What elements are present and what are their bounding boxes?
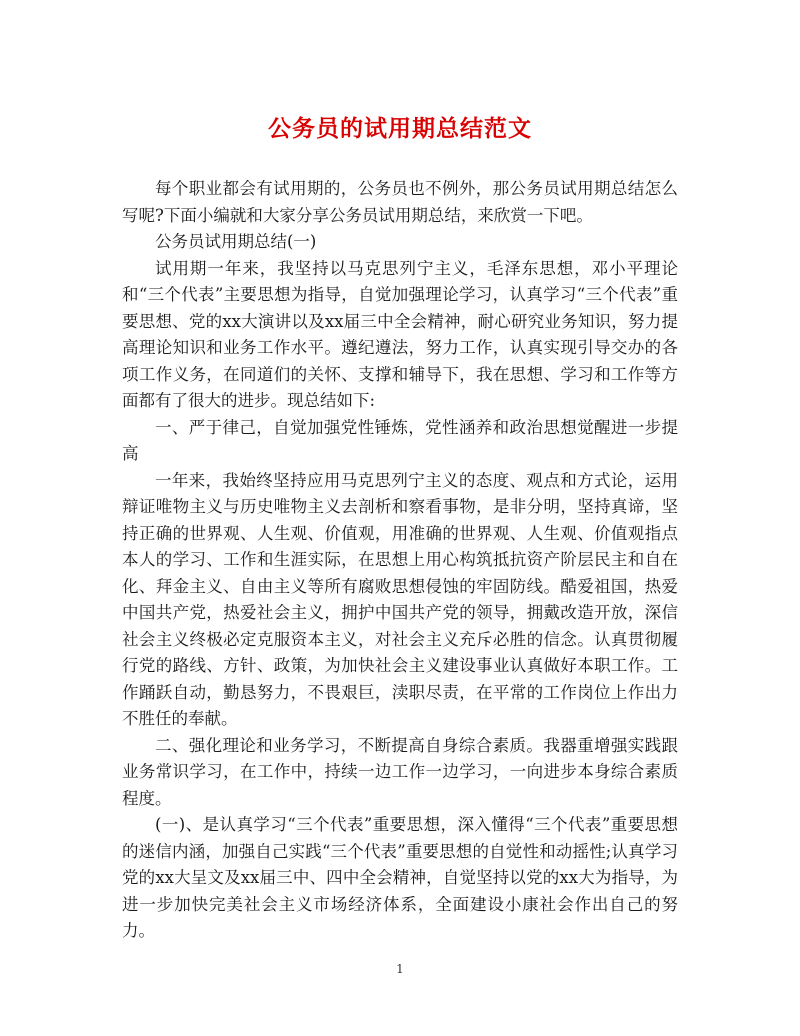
body-paragraph: 二、强化理论和业务学习，不断提高自身综合素质。我器重增强实践跟业务常识学习，在工作中，持续一边工作一边学习，一向进步本身综合素质程度。 xyxy=(122,735,678,808)
section-heading: 公务员试用期总结(一) xyxy=(155,232,317,251)
body-paragraph: 试用期一年来，我坚持以马克思列宁主义，毛泽东思想，邓小平理论和“三个代表”主要思想为指导，自觉加强理论学习，认真学习“三个代表”重要思想、党的xx大演讲以及xx届三中全会精神，耐心研究业务知识，努力提高理论知识和业务工作水平。遵纪遵法，努力工作，认真实现引导交办的各项工作义务，在同道们的关怀、支撑和辅导下，我在思想、学习和工作等方面都有了很大的进步。现总结如下: xyxy=(122,258,678,410)
subsection-heading: 一、严于律己，自觉加强党性锤炼，党性涵养和政治思想觉醒进一步提高 xyxy=(122,417,678,463)
document-body xyxy=(122,176,678,945)
page-number: 1 xyxy=(396,962,404,976)
body-paragraph: 一年来，我始终坚持应用马克思列宁主义的态度、观点和方式论，运用辩证唯物主义与历史唯物主义去剖析和察看事物，是非分明，坚持真谛，坚持正确的世界观、人生观、价值观，用准确的世界观、人生观、价值观指点本人的学习、工作和生涯实际，在思想上用心构筑抵抗资产阶层民主和自在化、拜金主义、自由主义等所有腐败思想侵蚀的牢固防线。酷爱祖国，热爱中国共产党，热爱社会主义，拥护中国共产党的领导，拥戴改造开放，深信社会主义终极必定克服资本主义，对社会主义充斥必胜的信念。认真贯彻履行党的路线、方针、政策，为加快社会主义建设事业认真做好本职工作。工作踊跃自动，勤恳努力，不畏艰巨，渎职尽责，在平常的工作岗位上作出力不胜任的奉献。 xyxy=(122,470,678,728)
intro-paragraph: 每个职业都会有试用期的，公务员也不例外，那公务员试用期总结怎么写呢?下面小编就和大家分享公务员试用期总结，来欣赏一下吧。 xyxy=(122,179,678,225)
document-title: 公务员的试用期总结范文 xyxy=(268,115,532,142)
body-paragraph: (一)、是认真学习“三个代表”重要思想，深入懂得“三个代表”重要思想的迷信内涵，加强自己实践“三个代表”重要思想的自觉性和动摇性;认真学习党的xx大呈文及xx届三中、四中全会精神，自觉坚持以党的xx大为指导，为进一步加快完美社会主义市场经济体系，全面建设小康社会作出自己的努力。 xyxy=(122,815,678,940)
